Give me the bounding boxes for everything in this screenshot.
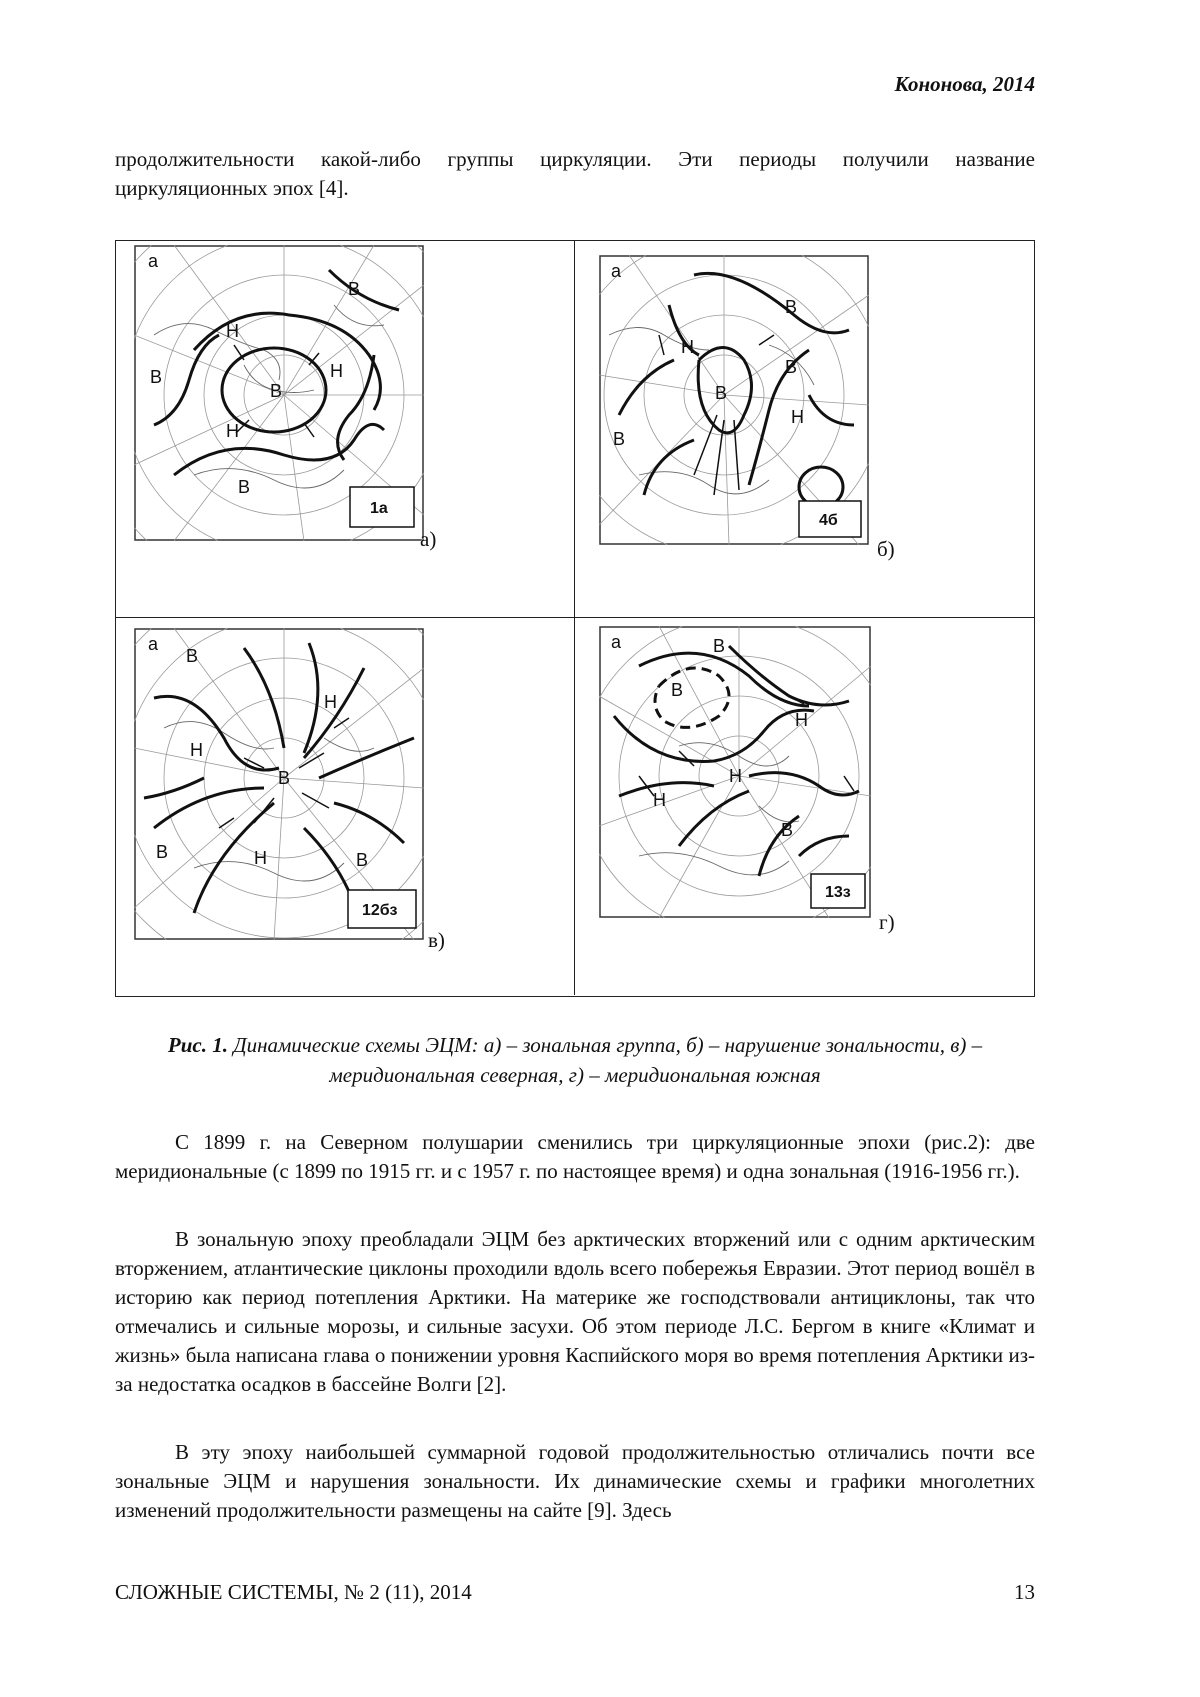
panel-b-label-2: Н bbox=[681, 337, 694, 357]
body-paragraph-3: В эту эпоху наибольшей суммарной годовой продолжительностью отличались почти все зональные ЭЦМ и нарушения зональности. Их динамические схемы и графики многолетних изменений продолжительности размещены на сайте [9]. Здесь bbox=[115, 1438, 1035, 1525]
panel-a-label-6: Н bbox=[226, 421, 239, 441]
panel-d-corner-label: а bbox=[611, 632, 622, 652]
panel-c-label-3: В bbox=[186, 646, 198, 666]
panel-b-corner-label: а bbox=[611, 261, 622, 281]
caption-text: Динамические схемы ЭЦМ: а) – зональная группа, б) – нарушение зональности, в) – меридиональная северная, г) – меридиональная южная bbox=[228, 1033, 982, 1087]
panel-d-label-5: Н bbox=[653, 790, 666, 810]
figure-1 bbox=[115, 240, 1035, 997]
panel-a-label-7: В bbox=[238, 477, 250, 497]
map-panel-a bbox=[134, 245, 424, 541]
intro-paragraph: продолжительности какой-либо группы циркуляции. Эти периоды получили название циркуляционных эпох [4]. bbox=[115, 145, 1035, 203]
panel-d-label-6: В bbox=[781, 820, 793, 840]
map-panel-c bbox=[134, 628, 424, 940]
panel-c bbox=[116, 618, 575, 995]
panel-a-label-4: Н bbox=[330, 361, 343, 381]
map-panel-b bbox=[599, 255, 869, 545]
panel-a-label-3: В bbox=[348, 279, 360, 299]
panel-b-label-1: В bbox=[715, 383, 727, 403]
panel-c-label-7: Н bbox=[254, 848, 267, 868]
panel-c-label-2: Н bbox=[190, 740, 203, 760]
panel-b-letter: б) bbox=[877, 537, 895, 562]
panel-a-label-2: Н bbox=[226, 321, 239, 341]
page bbox=[0, 0, 1200, 1697]
panel-b-label-4: В bbox=[613, 429, 625, 449]
panel-a-label-1: В bbox=[270, 381, 282, 401]
panel-d-label-4: Н bbox=[795, 710, 808, 730]
panel-c-letter: в) bbox=[428, 928, 445, 953]
panel-c-label-6: В bbox=[356, 850, 368, 870]
panel-d-letter: г) bbox=[879, 910, 895, 935]
running-head: Кононова, 2014 bbox=[895, 72, 1036, 97]
panel-a-letter: а) bbox=[420, 527, 436, 552]
panel-c-label-5: В bbox=[156, 842, 168, 862]
panel-c-label-4: Н bbox=[324, 692, 337, 712]
body-paragraph-2: В зональную эпоху преобладали ЭЦМ без арктических вторжений или с одним арктическим вторжением, атлантические циклоны проходили вдоль всего побережья Евразии. Этот период вошёл в историю как период потепления Арктики. На материке же господствовали антициклоны, так что отмечались и сильные морозы, и сильные засухи. Об этом периоде Л.С. Бергом в книге «Климат и жизнь» была написана глава о понижении уровня Каспийского моря во время потепления Арктики из-за недостатка осадков в бассейне Волги [2]. bbox=[115, 1225, 1035, 1399]
panel-c-code: 12бз bbox=[362, 902, 397, 919]
panel-a-label-5: В bbox=[150, 367, 162, 387]
body-paragraph-1: С 1899 г. на Северном полушарии сменились три циркуляционные эпохи (рис.2): две меридиональные (с 1899 по 1915 гг. и с 1957 г. по настоящее время) и одна зональная (1916-1956 гг.). bbox=[115, 1128, 1035, 1186]
panel-c-corner-label: а bbox=[148, 634, 159, 654]
panel-c-label-1: В bbox=[278, 768, 290, 788]
panel-b-label-6: В bbox=[785, 357, 797, 377]
panel-b-code: 4б bbox=[819, 512, 838, 529]
panel-d bbox=[575, 618, 1034, 995]
caption-head: Рис. 1. bbox=[168, 1033, 228, 1057]
panel-d-code: 13з bbox=[825, 884, 851, 901]
panel-a bbox=[116, 241, 575, 618]
panel-d-label-2: В bbox=[671, 680, 683, 700]
panel-d-label-3: Н bbox=[729, 766, 742, 786]
panel-b bbox=[575, 241, 1034, 618]
panel-b-label-5: Н bbox=[791, 407, 804, 427]
panel-a-corner-label: а bbox=[148, 251, 159, 271]
panel-a-code: 1а bbox=[370, 500, 388, 517]
panel-d-label-1: В bbox=[713, 636, 725, 656]
page-number: 13 bbox=[1014, 1580, 1035, 1605]
figure-caption bbox=[115, 1030, 1035, 1090]
map-panel-d bbox=[599, 626, 871, 918]
panel-b-label-3: В bbox=[785, 297, 797, 317]
footer-journal: СЛОЖНЫЕ СИСТЕМЫ, № 2 (11), 2014 bbox=[115, 1580, 472, 1605]
